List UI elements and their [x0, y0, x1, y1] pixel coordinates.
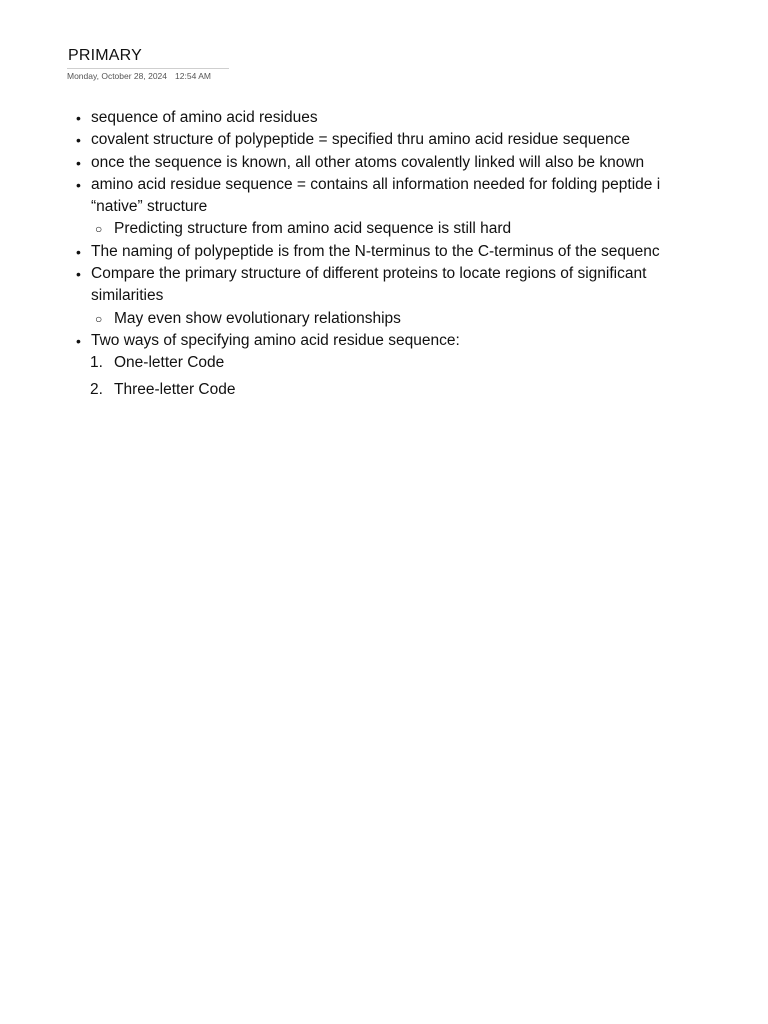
list-item-line: “native” structure [91, 198, 208, 216]
list-item-text: May even show evolutionary relationships [114, 309, 401, 327]
list-item-line: similarities [91, 287, 164, 305]
sub-list-item [0, 308, 768, 330]
list-item-text: Three-letter Code [114, 381, 236, 399]
list-item [0, 174, 768, 219]
note-body [0, 107, 768, 406]
list-item [0, 263, 768, 308]
bullet-marker: • [76, 154, 81, 171]
list-item-text: Two ways of specifying amino acid residue sequence: [91, 331, 460, 349]
circle-bullet-marker: ○ [95, 311, 103, 326]
note-timestamp [67, 71, 229, 81]
page-title: PRIMARY [68, 47, 143, 64]
list-item-text: covalent structure of polypeptide = specified thru amino acid residue sequence [91, 131, 630, 149]
list-item [0, 129, 768, 151]
bullet-marker: • [76, 332, 81, 349]
note-header [67, 46, 229, 81]
bullet-marker: • [76, 243, 81, 260]
bullet-marker: • [76, 176, 81, 193]
list-item-text [91, 174, 660, 219]
list-item-line: Compare the primary structure of different proteins to locate regions of significant [91, 265, 647, 283]
list-item [0, 330, 768, 352]
note-date: Monday, October 28, 2024 [67, 71, 168, 81]
bullet-marker: • [76, 266, 81, 283]
note-time: 12:54 AM [175, 71, 211, 81]
list-item [0, 152, 768, 174]
list-item-text: once the sequence is known, all other atoms covalently linked will also be known [91, 153, 645, 171]
numbered-list-item [0, 352, 768, 379]
list-item-text: sequence of amino acid residues [91, 109, 318, 126]
number-marker: 2. [90, 381, 103, 399]
list-item-line: amino acid residue sequence = contains all information needed for folding peptide i [91, 175, 661, 193]
bullet-marker: • [76, 110, 81, 126]
list-item-text: One-letter Code [114, 354, 225, 372]
numbered-list-item [0, 379, 768, 406]
circle-bullet-marker: ○ [95, 222, 103, 237]
sub-list-item [0, 218, 768, 240]
list-item-text: Predicting structure from amino acid sequence is still hard [114, 220, 512, 238]
list-item [0, 107, 768, 129]
list-item [0, 241, 768, 263]
bullet-marker: • [76, 132, 81, 149]
number-marker: 1. [90, 354, 103, 372]
list-item-text: The naming of polypeptide is from the N-terminus to the C-terminus of the sequenc [91, 242, 660, 260]
list-item-text [91, 263, 646, 308]
title-divider [67, 68, 229, 69]
